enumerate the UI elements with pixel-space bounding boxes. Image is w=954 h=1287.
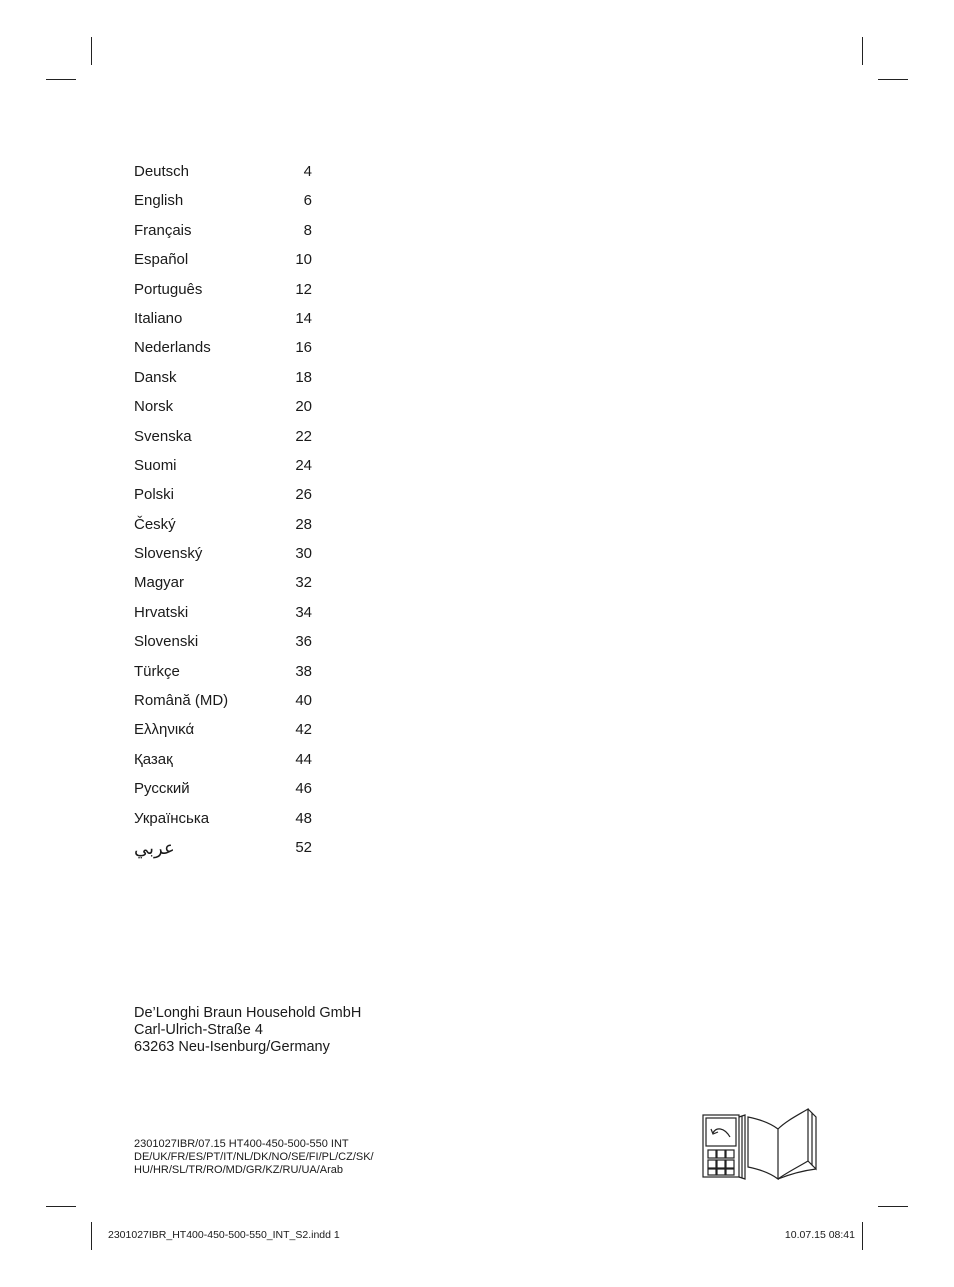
toc-row <box>134 278 312 307</box>
toc-language: Deutsch <box>134 163 190 180</box>
toc-row <box>134 395 312 424</box>
toc-row <box>134 777 312 806</box>
crop-mark-top-right-horizontal <box>878 79 908 80</box>
toc-page: 32 <box>295 574 312 592</box>
toc-row <box>134 660 312 689</box>
toc-language: Magyar <box>134 574 185 592</box>
toc-language: Português <box>134 280 203 298</box>
footer-datetime: 10.07.15 08:41 <box>784 1229 855 1241</box>
country-codes-line: HU/HR/SL/TR/RO/MD/GR/KZ/RU/UA/Arab <box>134 1164 344 1176</box>
toc-language: Română (MD) <box>134 692 229 710</box>
toc-row <box>134 571 312 600</box>
toc-row <box>134 307 312 336</box>
toc-language: Українська <box>134 809 210 827</box>
toc-language: Slovenski <box>134 633 199 651</box>
toc-row <box>134 425 312 454</box>
toc-page: 4 <box>303 163 312 180</box>
toc-row <box>134 189 312 218</box>
toc-language: Suomi <box>134 456 177 474</box>
crop-mark-bottom-right-vertical <box>862 1222 863 1250</box>
toc-page: 20 <box>295 398 312 416</box>
toc-page: 46 <box>295 780 312 798</box>
crop-mark-top-left-horizontal <box>46 79 76 80</box>
toc-row <box>134 454 312 483</box>
toc-row <box>134 219 312 248</box>
toc-row <box>134 689 312 718</box>
crop-mark-bottom-left-vertical <box>91 1222 92 1250</box>
toc-page: 22 <box>295 427 312 445</box>
toc-page: 26 <box>295 486 312 504</box>
toc-language: Français <box>134 221 192 239</box>
company-street: Carl-Ulrich-Straße 4 <box>134 1022 263 1038</box>
toc-language: Norsk <box>134 398 174 416</box>
toc-page: 38 <box>295 662 312 680</box>
toc-page: 16 <box>295 339 312 357</box>
toc-language: Svenska <box>134 427 192 445</box>
toc-page: 36 <box>295 633 312 651</box>
toc-row <box>134 630 312 659</box>
toc-row <box>134 483 312 512</box>
country-codes-line: DE/UK/FR/ES/PT/IT/NL/DK/NO/SE/FI/PL/CZ/SK/ <box>134 1151 374 1163</box>
footer-filename: 2301027IBR_HT400-450-500-550_INT_S2.indd 1 <box>108 1229 340 1241</box>
toc-row <box>134 513 312 542</box>
toc-page: 40 <box>295 692 312 710</box>
toc-language: Český <box>134 515 176 533</box>
toc-row <box>134 836 312 865</box>
toc-row <box>134 807 312 836</box>
open-manual-icon <box>700 1105 820 1180</box>
toc-page: 48 <box>295 809 312 827</box>
crop-mark-bottom-left-horizontal <box>46 1206 76 1207</box>
company-address <box>134 1005 361 1056</box>
toc-row <box>134 542 312 571</box>
toc-page: 10 <box>295 251 312 269</box>
toc-row <box>134 336 312 365</box>
crop-mark-top-left-vertical <box>91 37 92 65</box>
toc-page: 52 <box>295 838 312 856</box>
crop-mark-top-right-vertical <box>862 37 863 65</box>
toc-language: English <box>134 192 184 210</box>
language-index <box>134 160 312 865</box>
toc-language: Slovenský <box>134 545 203 563</box>
toc-language: Türkçe <box>134 662 180 680</box>
toc-page: 44 <box>295 750 312 768</box>
toc-page: 6 <box>303 192 312 210</box>
toc-language: Italiano <box>134 309 183 327</box>
toc-language: عربي <box>134 837 175 858</box>
product-codes <box>134 1138 374 1177</box>
toc-page: 34 <box>295 603 312 621</box>
company-city: 63263 Neu-Isenburg/Germany <box>134 1039 330 1055</box>
toc-page: 14 <box>295 309 312 327</box>
toc-row <box>134 748 312 777</box>
toc-language: Қазақ <box>134 750 173 768</box>
toc-language: Nederlands <box>134 339 211 357</box>
toc-row <box>134 366 312 395</box>
toc-language: Русский <box>134 780 190 798</box>
toc-language: Hrvatski <box>134 603 189 621</box>
toc-language: Polski <box>134 486 175 504</box>
toc-language: Español <box>134 251 189 269</box>
toc-language: Ελληνικά <box>134 721 195 739</box>
toc-page: 18 <box>295 368 312 386</box>
toc-page: 42 <box>295 721 312 739</box>
toc-row <box>134 718 312 747</box>
toc-page: 8 <box>303 221 312 239</box>
crop-mark-bottom-right-horizontal <box>878 1206 908 1207</box>
company-name: De’Longhi Braun Household GmbH <box>134 1005 362 1021</box>
toc-page: 28 <box>295 515 312 533</box>
toc-page: 24 <box>295 456 312 474</box>
toc-row <box>134 248 312 277</box>
toc-page: 30 <box>295 545 312 563</box>
toc-row <box>134 601 312 630</box>
toc-row <box>134 160 312 189</box>
product-code-line: 2301027IBR/07.15 HT400-450-500-550 INT <box>134 1138 349 1150</box>
toc-page: 12 <box>295 280 312 298</box>
toc-language: Dansk <box>134 368 177 386</box>
